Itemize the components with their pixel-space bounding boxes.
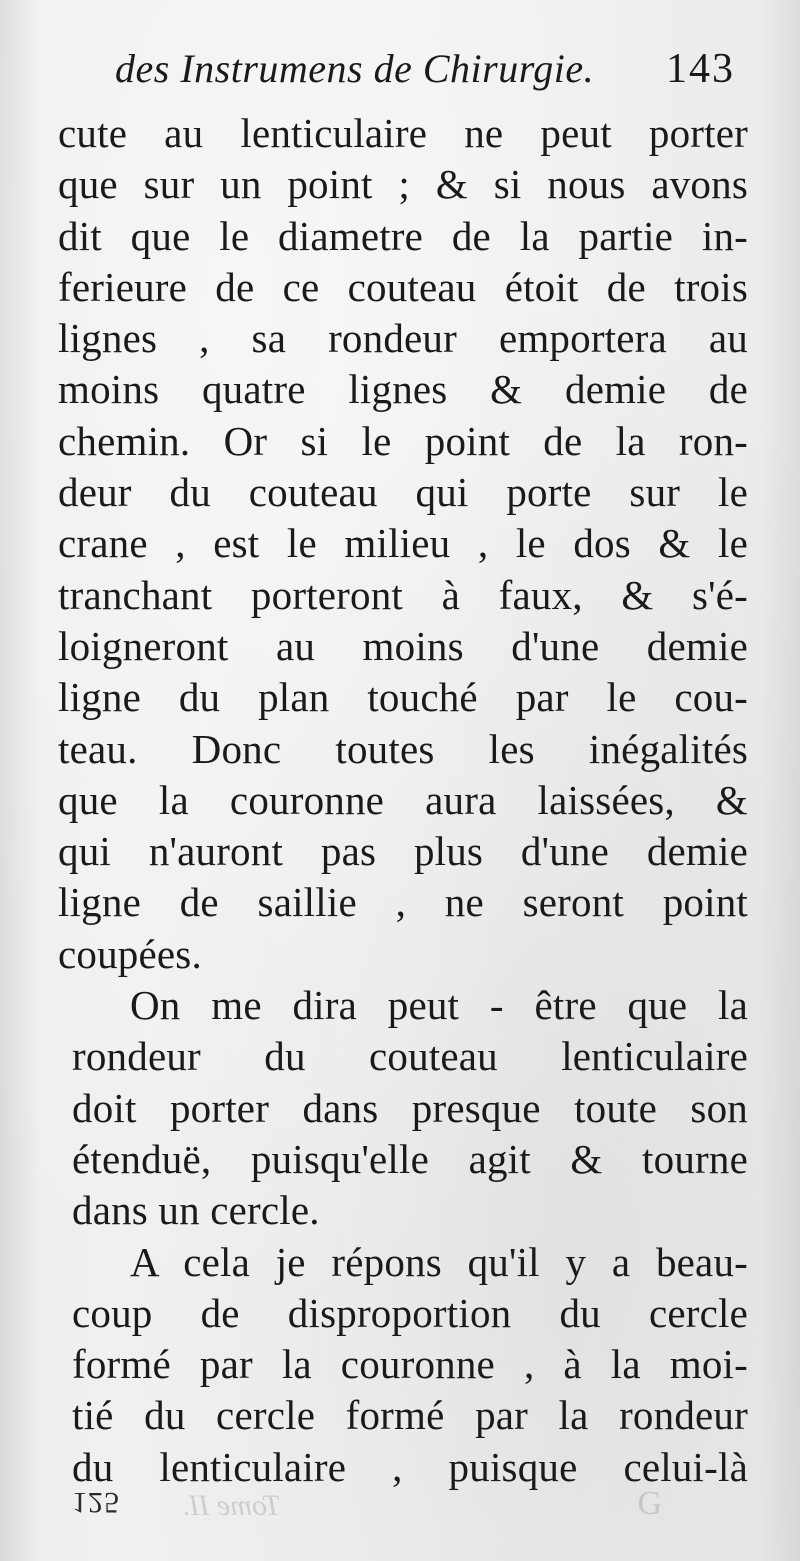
- text-line: A cela je répons qu'il y a beau-: [130, 1238, 748, 1285]
- text-line: On me dira peut - être que la: [130, 982, 748, 1029]
- text-line: tié du cercle formé par la rondeur: [72, 1392, 748, 1439]
- text-line: rondeur du couteau lenticulaire: [72, 1033, 748, 1080]
- text-line: ferieure de ce couteau étoit de trois: [58, 263, 748, 310]
- text-line: teau. Donc toutes les inégalités: [58, 725, 748, 772]
- text-line: loigneront au moins d'une demie: [58, 622, 748, 669]
- text-line: chemin. Or si le point de la ron-: [58, 417, 748, 464]
- text-line: formé par la couronne , à la moi-: [72, 1341, 748, 1388]
- text-line: que sur un point ; & si nous avons: [58, 161, 748, 208]
- text-line: cute au lenticulaire ne peut porter: [58, 110, 748, 156]
- text-line: deur du couteau qui porte sur le: [58, 469, 748, 516]
- text-line: que la couronne aura laissées, &: [58, 776, 748, 823]
- text-line: ligne de saillie , ne seront point: [58, 879, 748, 926]
- running-title: des Instrumens de Chirurgie.: [115, 46, 595, 91]
- bleed-through-signature: Tome II.: [182, 1489, 281, 1522]
- text-line: du lenticulaire , puisque celui-là: [72, 1443, 748, 1490]
- paragraph-2: [58, 980, 748, 1236]
- page-number: 143: [666, 46, 735, 92]
- page-footer: [72, 1485, 732, 1535]
- running-head: [115, 45, 735, 105]
- bleed-through-mark: G: [637, 1485, 662, 1522]
- text-line: tranchant porteront à faux, & s'é-: [58, 571, 748, 618]
- text-line: crane , est le milieu , le dos & le: [58, 520, 748, 567]
- text-line: lignes , sa rondeur emportera au: [58, 315, 748, 362]
- text-line: moins quatre lignes & demie de: [58, 366, 748, 413]
- paragraph-1: [58, 108, 748, 980]
- paragraph-3: [58, 1237, 748, 1493]
- text-line: doit porter dans presque toute son: [72, 1084, 748, 1131]
- text-line: dit que le diametre de la partie in-: [58, 212, 748, 259]
- text-line: dans un cercle.: [72, 1187, 320, 1234]
- text-line: étenduë, puisqu'elle agit & tourne: [72, 1135, 748, 1182]
- text-line: qui n'auront pas plus d'une demie: [58, 828, 748, 875]
- text-line: coup de disproportion du cercle: [72, 1289, 748, 1336]
- text-line: ligne du plan touché par le cou-: [58, 674, 748, 721]
- bleed-through-page-number: 125: [72, 1486, 120, 1519]
- text-line: coupées.: [58, 930, 202, 977]
- body-text: [58, 108, 748, 1493]
